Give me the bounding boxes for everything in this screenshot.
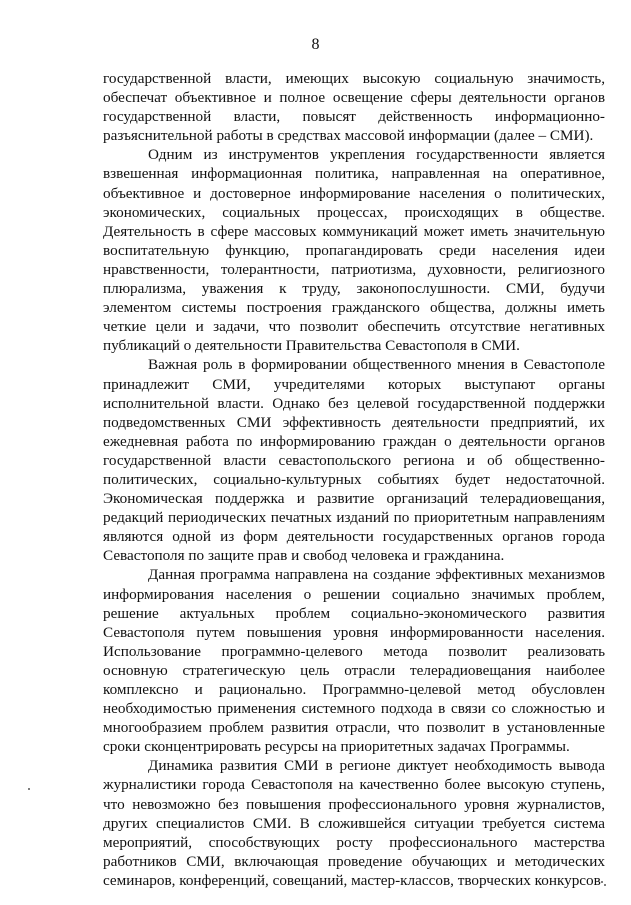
paragraph-1: государственной власти, имеющих высокую социальную значимость, обеспечат объективное и полное освещение сферы деятельности органов государственной власти, повысят действенность информационно-разъяснительной работы в средствах массовой информации (далее – СМИ). (103, 70, 605, 145)
scan-speck (601, 881, 603, 883)
scan-speck (28, 788, 30, 790)
page-number: 8 (311, 36, 320, 53)
document-body (103, 69, 605, 890)
paragraph-5: Динамика развития СМИ в регионе диктует необходимость вывода журналистики города Севастополя на качественно более высокую ступень, что невозможно без повышения профессионального уровня журналистов, других специалистов СМИ. В сложившейся ситуации требуется система мероприятий, способствующих росту профессионального мастерства работников СМИ, включающая проведение обучающих и методических семинаров, конференций, совещаний, мастер-классов, творческих конкурсов (103, 757, 605, 889)
scan-speck (604, 884, 606, 886)
paragraph-2: Одним из инструментов укрепления государственности является взвешенная информационная политика, направленная на оперативное, объективное и достоверное информирование населения о политических, экономических, социальных процессах, происходящих в обществе. Деятельность в сфере массовых коммуникаций может иметь значительную воспитательную функцию, пропагандировать среди населения идеи нравственности, толерантности, патриотизма, духовности, религиозного плюрализма, уважения к труду, законопослушности. СМИ, будучи элементом системы построения гражданского общества, должны иметь четкие цели и задачи, что позволит обеспечить отсутствие негативных публикаций о деятельности Правительства Севастополя в СМИ. (103, 146, 605, 355)
paragraph-3: Важная роль в формировании общественного мнения в Севастополе принадлежит СМИ, учредителями которых выступают органы исполнительной власти. Однако без целевой государственной поддержки подведомственных СМИ эффективность деятельности предприятий, их ежедневная работа по информированию граждан о деятельности органов государственной власти севастопольского региона и об общественно-политических, социально-культурных событиях будет недостаточной. Экономическая поддержка и развитие организаций телерадиовещания, редакций периодических печатных изданий по приоритетным направлениям являются одной из форм деятельности государственных органов города Севастополя по защите прав и свобод человека и гражданина. (103, 356, 605, 565)
paragraph-4: Данная программа направлена на создание эффективных механизмов информирования населения о решении социально значимых проблем, решение актуальных проблем социально-экономического развития Севастополя путем повышения уровня информированности населения. Использование программно-целевого метода позволит реализовать основную стратегическую цель отрасли телерадиовещания наиболее комплексно и рационально. Программно-целевой метод обусловлен необходимостью применения системного подхода в связи со сложностью и многообразием проблем развития отрасли, что позволит в установленные сроки сконцентрировать ресурсы на приоритетных задачах Программы. (103, 566, 605, 756)
